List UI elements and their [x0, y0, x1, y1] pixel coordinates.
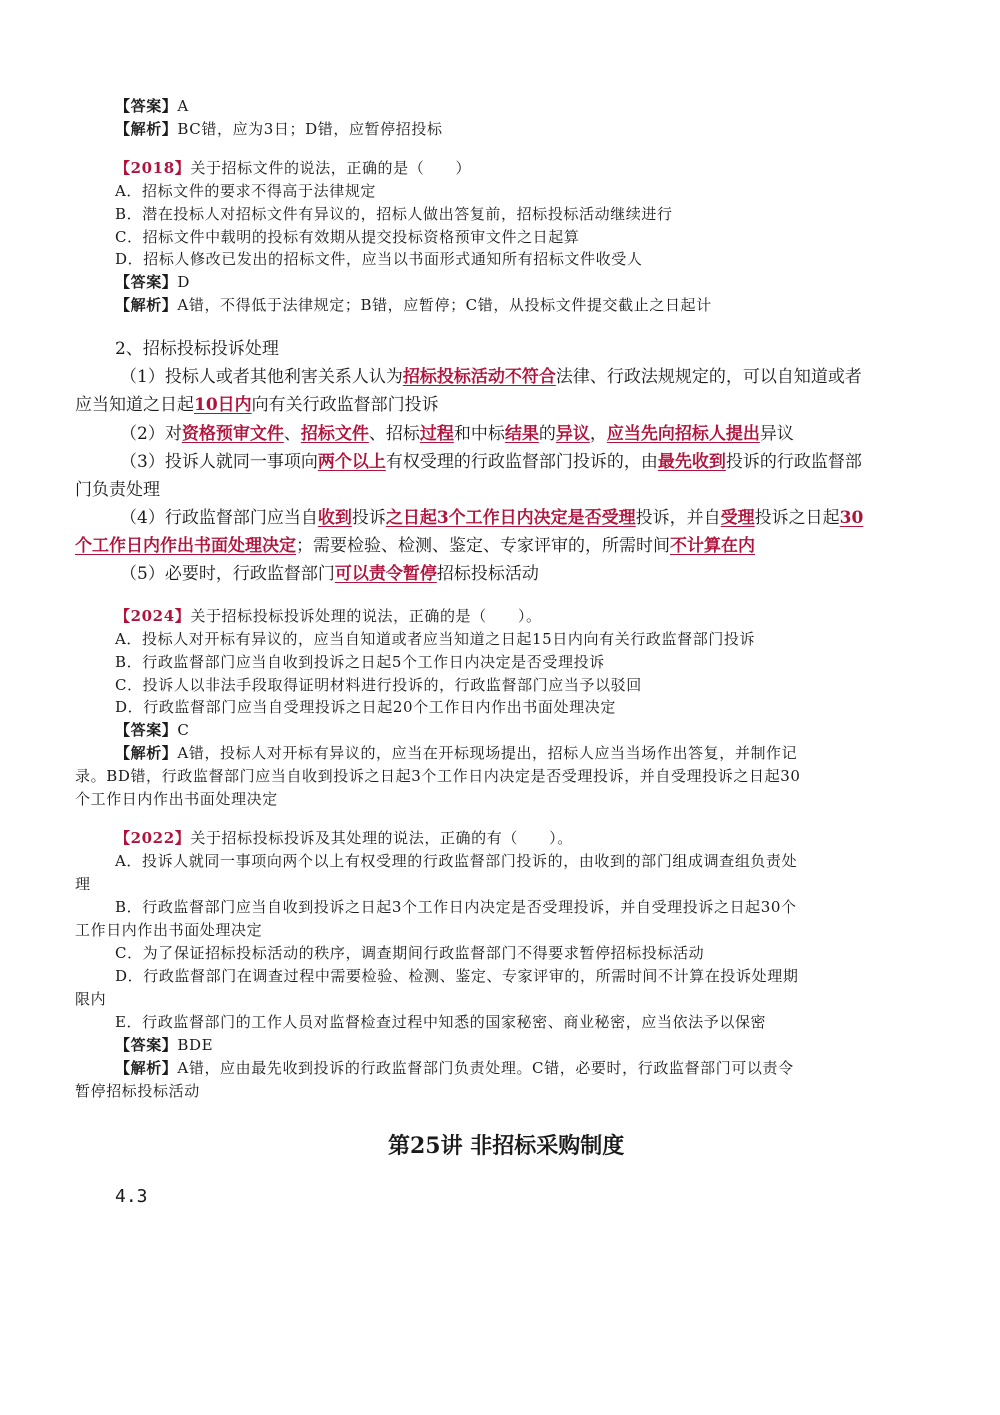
analysis-line: 【解析】A错，应由最先收到投诉的行政监督部门负责处理。C错，必要时，行政监督部门可以责令 [115, 1059, 794, 1077]
option-c: C．为了保证招标投标活动的秩序，调查期间行政监督部门不得要求暂停招标投标活动 [115, 944, 705, 962]
option-d: D．行政监督部门在调查过程中需要检验、检测、鉴定、专家评审的，所需时间不计算在投诉处理期 [115, 967, 799, 985]
option-b-cont: 工作日内作出书面处理决定 [75, 921, 263, 939]
option-a: A．招标文件的要求不得高于法律规定 [115, 182, 377, 200]
analysis-line: 【解析】A错，不得低于法律规定；B错，应暂停；C错，从投标文件提交截止之日起计 [115, 296, 712, 314]
option-b: B．潜在投标人对招标文件有异议的，招标人做出答复前，招标投标活动继续进行 [115, 205, 673, 223]
analysis-line: 【解析】A错，投标人对开标有异议的，应当在开标现场提出，招标人应当当场作出答复，并制作记 [115, 744, 798, 762]
rule-4-line-1: （4）行政监督部门应当自收到投诉之日起3个工作日内决定是否受理投诉，并自受理投诉之日起30 [120, 508, 864, 528]
question-2018-stem: 【2018】关于招标文件的说法，正确的是（ ） [115, 159, 472, 177]
rule-2: （2）对资格预审文件、招标文件、招标过程和中标结果的异议，应当先向招标人提出异议 [120, 424, 794, 444]
option-d: D．行政监督部门应当自受理投诉之日起20个工作日内作出书面处理决定 [115, 698, 616, 716]
answer-line: 【答案】A [115, 97, 189, 115]
analysis-line: 【解析】BC错，应为3日；D错，应暂停招投标 [115, 120, 443, 138]
year-tag: 【2022】 [115, 829, 191, 847]
rule-1-line-1: （1）投标人或者其他利害关系人认为招标投标活动不符合法律、行政法规规定的，可以自知道或者 [120, 367, 862, 387]
answer-line: 【答案】BDE [115, 1036, 214, 1054]
section-title: 2、招标投标投诉处理 [115, 339, 279, 359]
option-d: D．招标人修改已发出的招标文件，应当以书面形式通知所有招标文件收受人 [115, 250, 643, 268]
option-d-cont: 限内 [75, 990, 107, 1008]
rule-3-line-2: 门负责处理 [75, 480, 160, 500]
analysis-line: 录。BD错，行政监督部门应当自收到投诉之日起3个工作日内决定是否受理投诉，并自受理投诉之日起30 [75, 767, 801, 785]
rule-5: （5）必要时，行政监督部门可以责令暂停招标投标活动 [120, 564, 539, 584]
option-c: C．投诉人以非法手段取得证明材料进行投诉的，行政监督部门应当予以驳回 [115, 676, 642, 694]
lecture-heading: 第25讲 非招标采购制度 [388, 1133, 625, 1159]
question-2024-stem: 【2024】关于招标投标投诉处理的说法，正确的是（ ）。 [115, 607, 542, 625]
option-b: B．行政监督部门应当自收到投诉之日起5个工作日内决定是否受理投诉 [115, 653, 605, 671]
question-2022-stem: 【2022】关于招标投标投诉及其处理的说法，正确的有（ ）。 [115, 829, 573, 847]
year-tag: 【2024】 [115, 607, 191, 625]
rule-1-line-2: 应当知道之日起10日内向有关行政监督部门投诉 [75, 395, 439, 415]
option-c: C．招标文件中载明的投标有效期从提交投标资格预审文件之日起算 [115, 228, 580, 246]
analysis-line: 暂停招标投标活动 [75, 1082, 200, 1100]
rule-3-line-1: （3）投诉人就同一事项向两个以上有权受理的行政监督部门投诉的，由最先收到投诉的行政监督部 [120, 452, 862, 472]
option-a-cont: 理 [75, 875, 91, 893]
answer-line: 【答案】D [115, 273, 191, 291]
option-a: A．投标人对开标有异议的，应当自知道或者应当知道之日起15日内向有关行政监督部门投诉 [115, 630, 756, 648]
rule-4-line-2: 个工作日内作出书面处理决定；需要检验、检测、鉴定、专家评审的，所需时间不计算在内 [75, 536, 755, 556]
option-b: B．行政监督部门应当自收到投诉之日起3个工作日内决定是否受理投诉，并自受理投诉之日起30个 [115, 898, 797, 916]
analysis-line: 个工作日内作出书面处理决定 [75, 790, 278, 808]
page-footer-text: 4.3 [115, 1186, 148, 1207]
answer-line: 【答案】C [115, 721, 190, 739]
option-e: E．行政监督部门的工作人员对监督检查过程中知悉的国家秘密、商业秘密，应当依法予以保密 [115, 1013, 767, 1031]
option-a: A．投诉人就同一事项向两个以上有权受理的行政监督部门投诉的，由收到的部门组成调查组负责处 [115, 852, 798, 870]
year-tag: 【2018】 [115, 159, 191, 177]
